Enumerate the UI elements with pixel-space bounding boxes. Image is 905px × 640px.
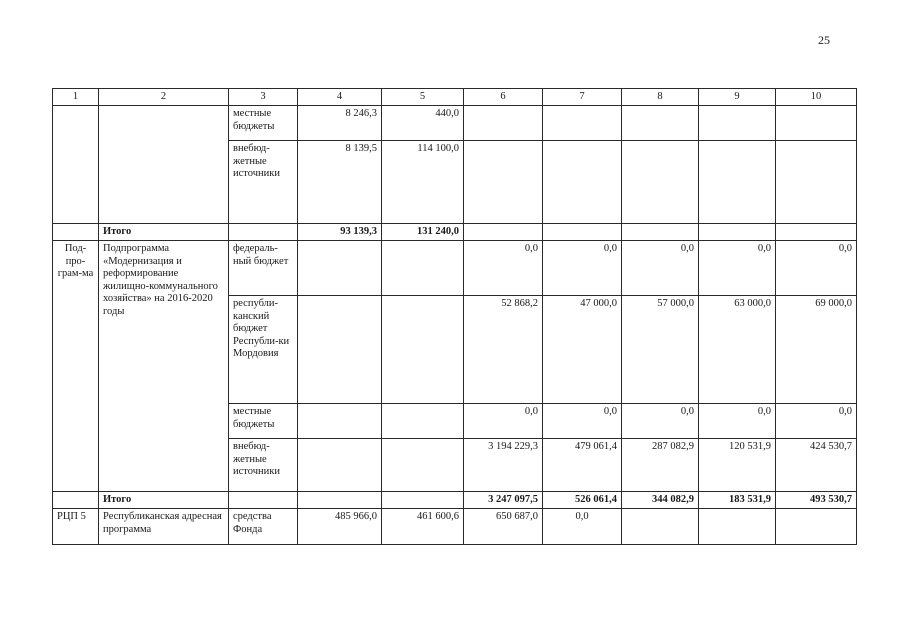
table-cell xyxy=(699,106,776,141)
table-cell xyxy=(298,439,382,492)
table-cell xyxy=(699,224,776,241)
table-row xyxy=(53,106,857,141)
funding-source-cell: местные бюджеты xyxy=(229,106,298,141)
table-cell xyxy=(622,509,699,545)
table-cell xyxy=(776,509,857,545)
header-cell: 4 xyxy=(298,89,382,106)
table-cell xyxy=(622,224,699,241)
value-cell: 440,0 xyxy=(382,106,464,141)
value-cell: 0,0 xyxy=(622,241,699,296)
total-row xyxy=(53,224,857,241)
table-row xyxy=(53,509,857,545)
table-cell xyxy=(622,141,699,224)
header-row xyxy=(53,89,857,106)
table-cell xyxy=(622,106,699,141)
program-type-cell: РЦП 5 xyxy=(53,509,99,545)
value-cell: 0,0 xyxy=(776,404,857,439)
table-cell xyxy=(382,439,464,492)
value-cell: 114 100,0 xyxy=(382,141,464,224)
table-cell xyxy=(53,492,99,509)
program-type-cell: Под-про-грам-ма xyxy=(53,241,99,492)
table-cell xyxy=(298,404,382,439)
program-name-cell: Республиканская адресная программа xyxy=(99,509,229,545)
value-cell: 0,0 xyxy=(543,241,622,296)
table-cell xyxy=(543,141,622,224)
table-cell xyxy=(382,241,464,296)
value-cell: 287 082,9 xyxy=(622,439,699,492)
value-cell: 0,0 xyxy=(699,241,776,296)
total-value: 131 240,0 xyxy=(382,224,464,241)
table-cell xyxy=(464,106,543,141)
total-value: 344 082,9 xyxy=(622,492,699,509)
header-cell: 3 xyxy=(229,89,298,106)
table-cell xyxy=(382,492,464,509)
funding-source-cell: внебюд-жетные источники xyxy=(229,141,298,224)
total-row xyxy=(53,492,857,509)
funding-source-cell: средства Фонда xyxy=(229,509,298,545)
funding-source-cell: местные бюджеты xyxy=(229,404,298,439)
total-label: Итого xyxy=(99,492,229,509)
funding-source-cell: внебюд-жетные источники xyxy=(229,439,298,492)
value-cell: 52 868,2 xyxy=(464,296,543,404)
value-cell: 63 000,0 xyxy=(699,296,776,404)
budget-table xyxy=(52,88,857,545)
table-cell xyxy=(543,224,622,241)
header-cell: 1 xyxy=(53,89,99,106)
table-cell xyxy=(298,241,382,296)
header-cell: 7 xyxy=(543,89,622,106)
total-value: 3 247 097,5 xyxy=(464,492,543,509)
header-cell: 6 xyxy=(464,89,543,106)
table-cell xyxy=(229,492,298,509)
funding-source-cell: федераль-ный бюджет xyxy=(229,241,298,296)
table-cell xyxy=(99,106,229,224)
program-name-cell: Подпрограмма «Модернизация и реформирование жилищно-коммунального хозяйства» на 2016-2020 годы xyxy=(99,241,229,492)
table-cell xyxy=(776,224,857,241)
page-number: 25 xyxy=(818,33,830,47)
value-cell: 485 966,0 xyxy=(298,509,382,545)
value-cell: 69 000,0 xyxy=(776,296,857,404)
value-cell: 3 194 229,3 xyxy=(464,439,543,492)
value-cell: 120 531,9 xyxy=(699,439,776,492)
table-cell xyxy=(382,296,464,404)
table-cell xyxy=(464,224,543,241)
value-cell: 0,0 xyxy=(776,241,857,296)
header-cell: 8 xyxy=(622,89,699,106)
total-label: Итого xyxy=(99,224,229,241)
table-cell xyxy=(298,296,382,404)
table-cell xyxy=(776,106,857,141)
value-cell: 424 530,7 xyxy=(776,439,857,492)
header-cell: 5 xyxy=(382,89,464,106)
table-cell xyxy=(298,492,382,509)
value-cell: 461 600,6 xyxy=(382,509,464,545)
table-cell xyxy=(382,404,464,439)
value-cell: 0,0 xyxy=(699,404,776,439)
total-value: 526 061,4 xyxy=(543,492,622,509)
table-cell xyxy=(699,509,776,545)
value-cell: 8 139,5 xyxy=(298,141,382,224)
value-cell: 650 687,0 xyxy=(464,509,543,545)
table-cell xyxy=(53,224,99,241)
value-cell: 0,0 xyxy=(464,404,543,439)
table-cell xyxy=(543,106,622,141)
header-cell: 2 xyxy=(99,89,229,106)
table-cell xyxy=(699,141,776,224)
value-cell: 47 000,0 xyxy=(543,296,622,404)
total-value: 493 530,7 xyxy=(776,492,857,509)
table-cell xyxy=(229,224,298,241)
value-cell: 0,0 xyxy=(543,509,622,545)
value-cell: 0,0 xyxy=(543,404,622,439)
value-cell: 0,0 xyxy=(464,241,543,296)
total-value: 183 531,9 xyxy=(699,492,776,509)
funding-source-cell: республи-канский бюджет Республи-ки Мордовия xyxy=(229,296,298,404)
value-cell: 8 246,3 xyxy=(298,106,382,141)
table-cell xyxy=(464,141,543,224)
table-cell xyxy=(776,141,857,224)
table-cell xyxy=(53,106,99,224)
table-row xyxy=(53,241,857,296)
value-cell: 57 000,0 xyxy=(622,296,699,404)
total-value: 93 139,3 xyxy=(298,224,382,241)
header-cell: 10 xyxy=(776,89,857,106)
value-cell: 0,0 xyxy=(622,404,699,439)
value-cell: 479 061,4 xyxy=(543,439,622,492)
header-cell: 9 xyxy=(699,89,776,106)
